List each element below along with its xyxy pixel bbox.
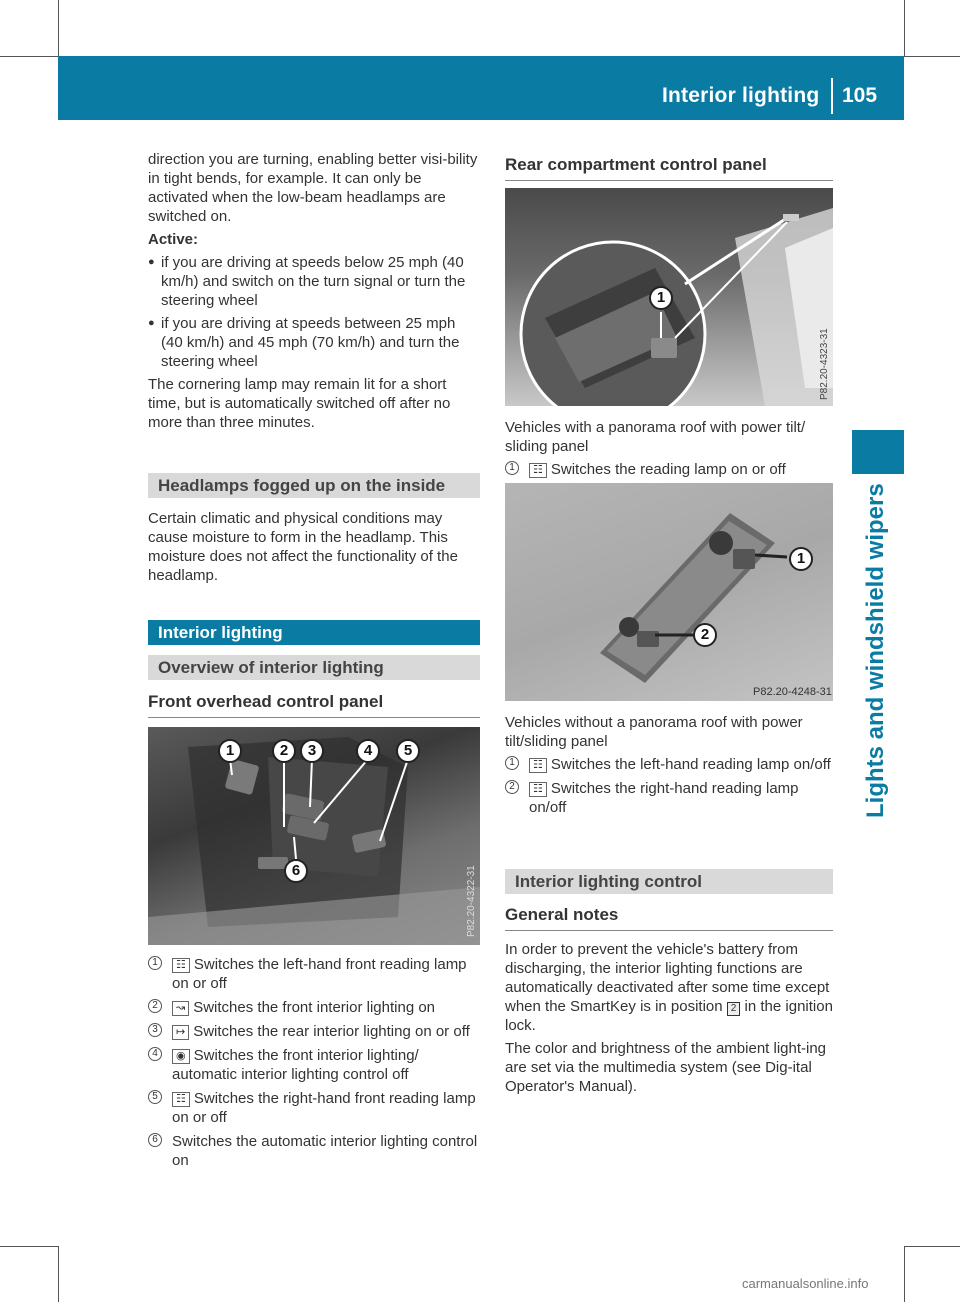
callout-2: 2: [693, 623, 717, 647]
callout-1: 1: [649, 286, 673, 310]
legend-item: 5 ☷ Switches the right-hand front reading lamp on or off: [148, 1089, 480, 1127]
list-item: ● if you are driving at speeds between 25 mph (40 km/h) and 45 mph (70 km/h) and turn the steering wheel: [148, 315, 460, 370]
section-heading-fogged: Headlamps fogged up on the inside: [148, 473, 480, 498]
callout-1: 1: [218, 739, 242, 763]
reading-lamp-icon: ☷: [529, 463, 547, 478]
legend-item: 1 ☷ Switches the reading lamp on or off: [505, 460, 833, 479]
column-left: [148, 150, 480, 436]
legend-item: 2 ☷ Switches the right-hand reading lamp on/off: [505, 779, 833, 817]
auto-off-icon: ◉: [172, 1049, 190, 1064]
chapter-tab: [852, 430, 904, 474]
section-heading-overview: Overview of interior lighting: [148, 655, 480, 680]
photo-caption: Vehicles with a panorama roof with power tilt/ sliding panel: [505, 419, 806, 455]
bullet-icon: ●: [148, 256, 155, 268]
callout-2: 2: [272, 739, 296, 763]
general-notes-body: [505, 940, 833, 1100]
crop-mark: [58, 1246, 59, 1302]
subheading-rear-panel: Rear compartment control panel: [505, 155, 833, 181]
subheading-general-notes: General notes: [505, 905, 833, 931]
rear-panel-photo-2: [505, 483, 833, 701]
legend-item: 3 ↦ Switches the rear interior lighting on or off: [148, 1022, 480, 1041]
crop-mark: [0, 1246, 58, 1247]
legend-item: 1 ☷ Switches the left-hand front reading lamp on or off: [148, 955, 480, 993]
photo-reference-label: P82.20-4248-31: [753, 686, 832, 698]
crop-mark: [904, 1246, 905, 1302]
photo-reference-label: P82.20-4322-31: [466, 865, 477, 937]
list-item: ● if you are driving at speeds below 25 mph (40 km/h) and switch on the turn signal or turn the steering wheel: [148, 254, 466, 309]
page-number: 105: [842, 84, 878, 107]
bullet-icon: ●: [148, 317, 155, 329]
crop-mark: [904, 1246, 960, 1247]
crop-mark: [58, 0, 59, 56]
header-separator: [831, 78, 833, 114]
watermark: carmanualsonline.info: [742, 1276, 869, 1291]
general-paragraph-1: In order to prevent the vehicle's battery from discharging, the interior lighting functions are automatically deactivated after some time except when the SmartKey is in position 2 in the ignition lock.: [505, 941, 833, 1034]
front-legend: [148, 955, 480, 1175]
general-paragraph-2: The color and brightness of the ambient light-ing are set via the multimedia system (see Dig-ital Operator's Manual).: [505, 1040, 827, 1095]
callout-6: 6: [284, 859, 308, 883]
reading-lamp-icon: ☷: [529, 782, 547, 797]
chapter-title: Lights and windshield wipers: [862, 483, 889, 818]
key-position-badge: 2: [727, 1002, 741, 1016]
crop-mark: [904, 0, 905, 56]
crop-mark: [904, 56, 960, 57]
legend-item: 2 ↝ Switches the front interior lighting on: [148, 998, 480, 1017]
callout-3: 3: [300, 739, 324, 763]
legend-item: 6 Switches the automatic interior lighting control on: [148, 1132, 480, 1170]
rear-panel-photo-1: [505, 188, 833, 406]
cornering-note: The cornering lamp may remain lit for a short time, but is automatically switched off after no more than three minutes.: [148, 376, 451, 431]
legend-item: 4 ◉ Switches the front interior lighting/ automatic interior lighting control off: [148, 1046, 480, 1084]
callout-1: 1: [789, 547, 813, 571]
header-section-title: Interior lighting: [662, 84, 820, 107]
active-label: Active:: [148, 231, 199, 248]
rear-light-icon: ↦: [172, 1025, 189, 1040]
section-heading-control: Interior lighting control: [505, 869, 833, 894]
reading-lamp-icon: ☷: [172, 958, 190, 973]
legend-item: 1 ☷ Switches the left-hand reading lamp on/off: [505, 755, 833, 774]
subheading-front-panel: Front overhead control panel: [148, 692, 480, 718]
front-overhead-photo: [148, 727, 480, 945]
front-light-icon: ↝: [172, 1001, 189, 1016]
intro-paragraph: direction you are turning, enabling better visi-bility in tight bends, for example. It can only be activated when the low-beam headlamps are switched on.: [148, 151, 478, 225]
reading-lamp-icon: ☷: [529, 758, 547, 773]
rear-legend-1: [505, 418, 833, 484]
rear-photo-2-illustration: [505, 483, 833, 701]
callout-4: 4: [356, 739, 380, 763]
photo-caption: Vehicles without a panorama roof with power tilt/sliding panel: [505, 714, 803, 750]
fogged-paragraph: Certain climatic and physical conditions may cause moisture to form in the headlamp. This moisture does not affect the functionality of the headlamp.: [148, 510, 458, 584]
photo-reference-label: P82.20-4323-31: [819, 328, 830, 400]
reading-lamp-icon: ☷: [172, 1092, 190, 1107]
rear-legend-2: [505, 713, 833, 822]
callout-5: 5: [396, 739, 420, 763]
section-heading-interior: Interior lighting: [148, 620, 480, 645]
crop-mark: [0, 56, 58, 57]
